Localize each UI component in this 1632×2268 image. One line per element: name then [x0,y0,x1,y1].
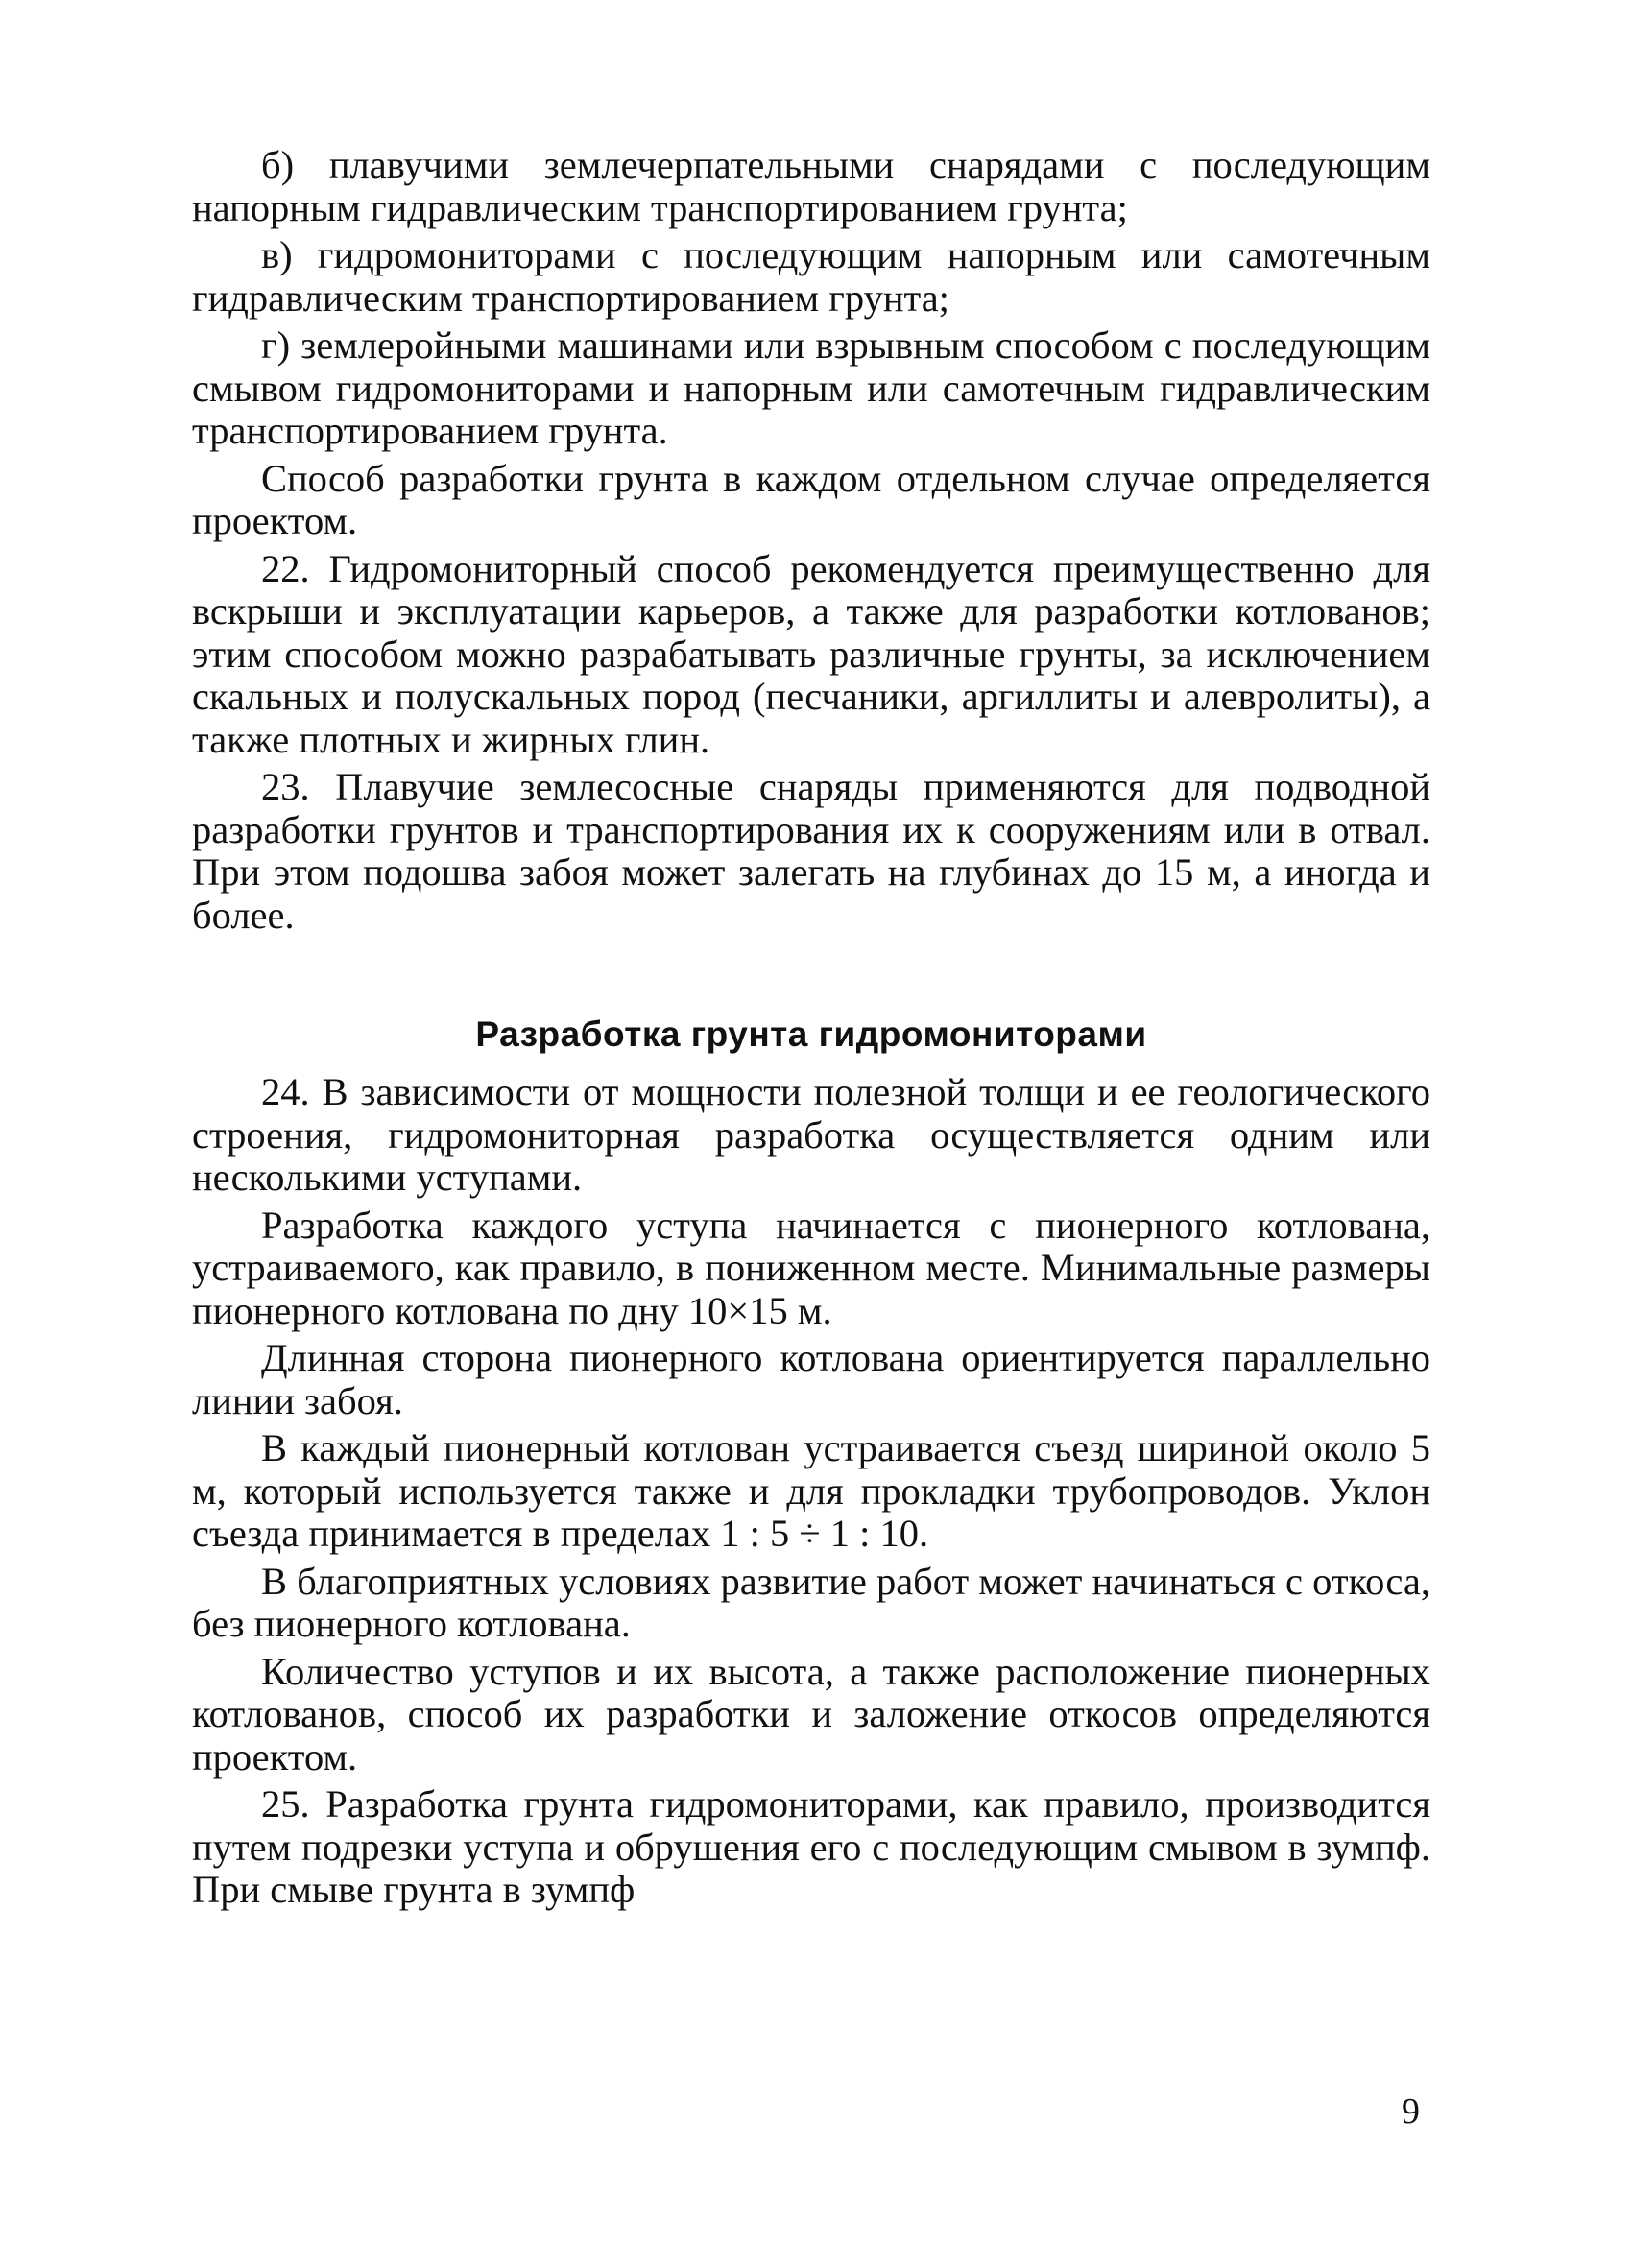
paragraph-ramp: В каждый пионерный котлован устраивается съезд шириной около 5 м, который используется также и для прокладки трубопроводов. Уклон съезда принимается в пределах 1 : 5 ÷ 1 : 10. [192,1426,1430,1555]
section-heading: Разработка грунта гидромониторами [475,1015,1147,1054]
page-body [192,144,1430,1917]
page-number: 9 [1402,2091,1420,2132]
paragraph-23: 23. Плавучие землесосные снаряды применяются для подводной разработки грунтов и транспортирования их к сооружениям или в отвал. При этом подошва забоя может залегать на глубинах до 15 м, а иногда и более. [192,765,1430,937]
paragraph-25: 25. Разработка грунта гидромониторами, как правило, производится путем подрезки уступа и обрушения его с последующим смывом в зумпф. При смыве грунта в зумпф [192,1782,1430,1911]
paragraph-pioneer-pit: Разработка каждого уступа начинается с пионерного котлована, устраиваемого, как правило, в пониженном месте. Минимальные размеры пионерного котлована по дну 10×15 м. [192,1203,1430,1332]
paragraph-item-b: б) плавучими землечерпательными снарядами с последующим напорным гидравлическим транспортированием грунта; [192,143,1430,229]
paragraph-long-side: Длинная сторона пионерного котлована ориентируется параллельно линии забоя. [192,1336,1430,1422]
paragraph-item-v: в) гидромониторами с последующим напорным или самотечным гидравлическим транспортированием грунта; [192,233,1430,320]
paragraph-method-note: Способ разработки грунта в каждом отдельном случае определяется проектом. [192,456,1430,542]
paragraph-favorable-conditions: В благоприятных условиях развитие работ может начинаться с откоса, без пионерного котлована. [192,1559,1430,1645]
paragraph-item-g: г) землеройными машинами или взрывным способом с последующим смывом гидромониторами и напорным или самотечным гидравлическим транспортированием грунта. [192,323,1430,452]
paragraph-22: 22. Гидромониторный способ рекомендуется преимущественно для вскрыши и эксплуатации карьеров, а также для разработки котлованов; этим способом можно разрабатывать различные грунты, за исключением скальных и полускальных пород (песчаники, аргиллиты и алевролиты), а также плотных и жирных глин. [192,546,1430,761]
paragraph-ledges: Количество уступов и их высота, а также расположение пионерных котлованов, способ их разработки и заложение откосов определяются проектом. [192,1649,1430,1779]
paragraph-24: 24. В зависимости от мощности полезной толщи и ее геологического строения, гидромониторная разработка осуществляется одним или несколькими уступами. [192,1070,1430,1199]
